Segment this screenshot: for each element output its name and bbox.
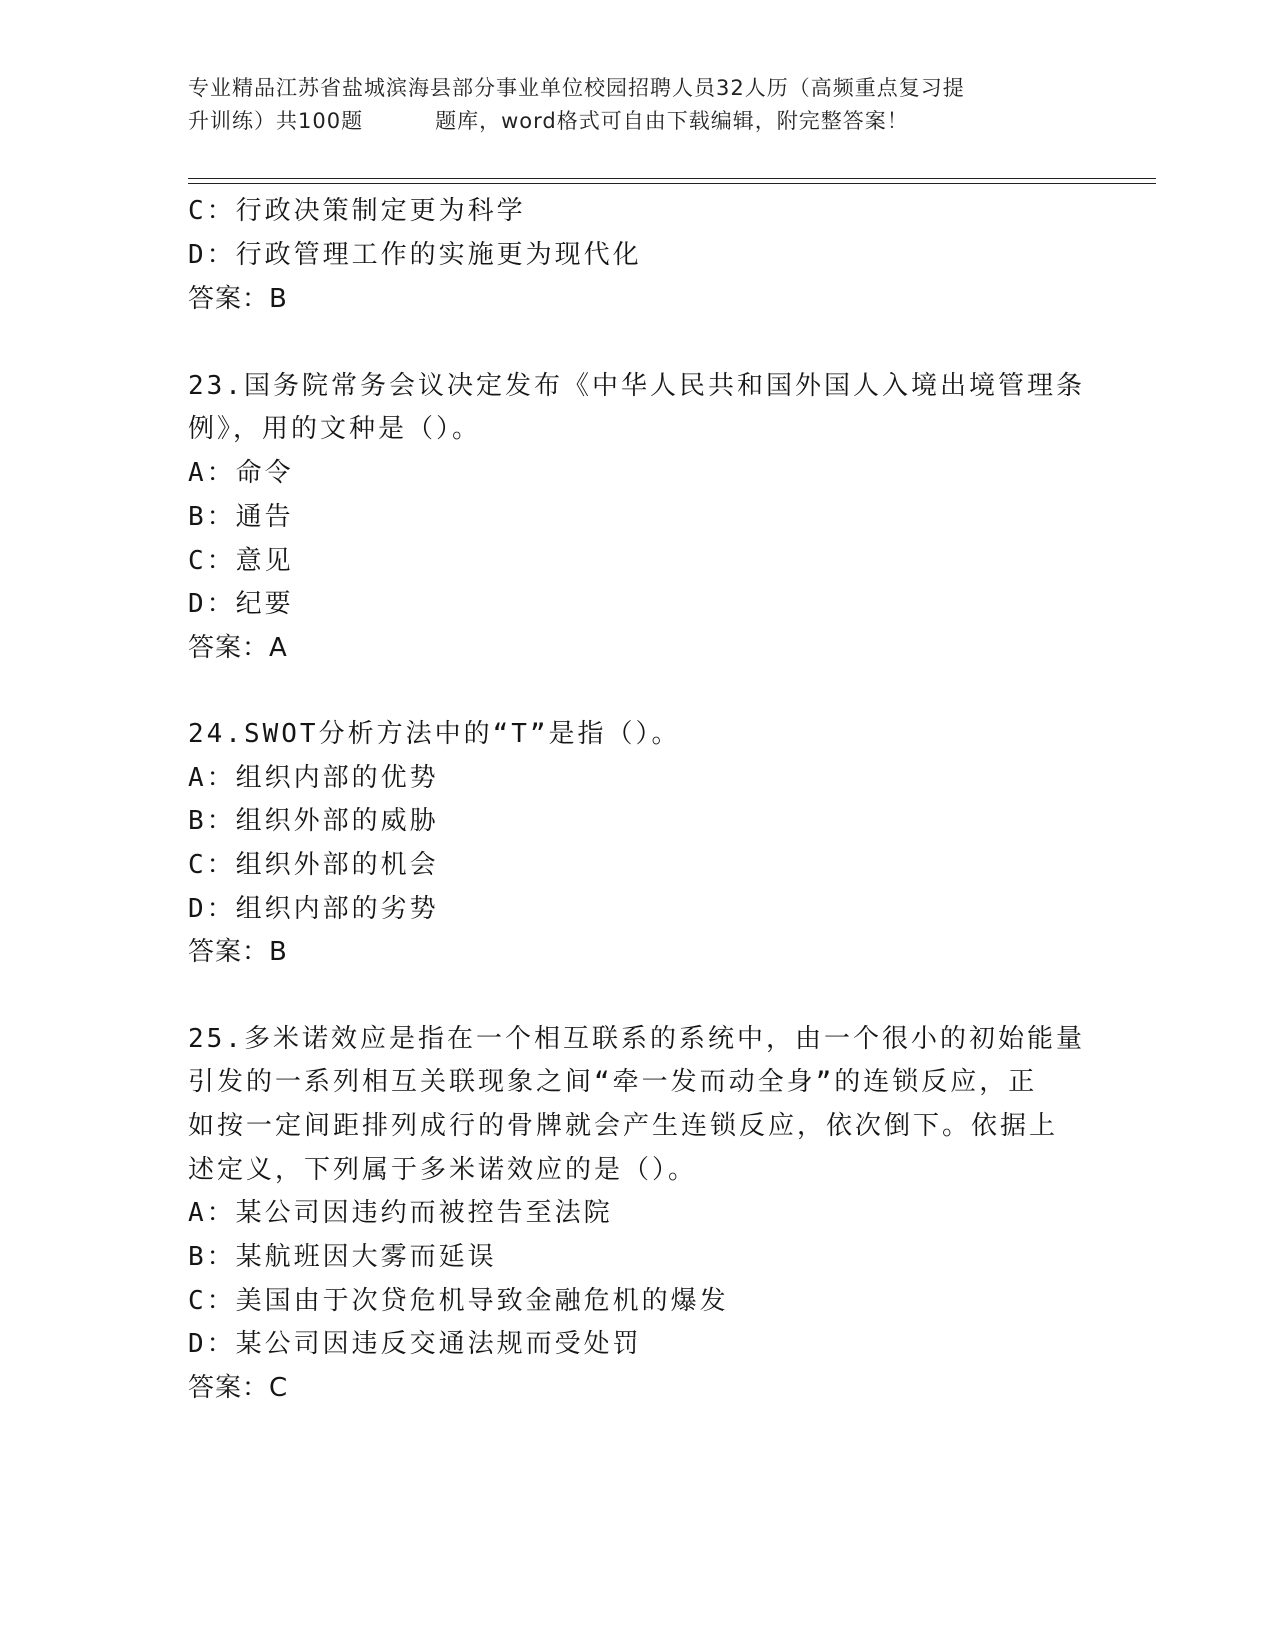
prev-answer: 答案：B: [188, 284, 288, 314]
header-divider-top: [188, 178, 1156, 179]
q24-option-a: A：组织内部的优势: [188, 763, 439, 793]
header-title-line2b: 题库，word格式可自由下载编辑，附完整答案！: [435, 109, 909, 133]
document-header: [188, 72, 1088, 138]
header-divider-bottom: [188, 183, 1156, 184]
q25-stem-line4: 述定义，下列属于多米诺效应的是（）。: [188, 1155, 698, 1185]
q25-option-d: D：某公司因违反交通法规而受处罚: [188, 1329, 642, 1359]
q23-option-d: D：纪要: [188, 589, 294, 619]
q25-stem-line1: 25.多米诺效应是指在一个相互联系的系统中，由一个很小的初始能量: [188, 1024, 1085, 1054]
q23-answer: 答案：A: [188, 633, 288, 663]
q25-answer: 答案：C: [188, 1373, 289, 1403]
q25-option-b: B：某航班因大雾而延误: [188, 1242, 497, 1272]
q23-option-b: B：通告: [188, 502, 294, 532]
q24-option-d: D：组织内部的劣势: [188, 894, 439, 924]
header-title-line2a: 升训练）共100题: [188, 109, 364, 133]
q23-stem-line1: 23.国务院常务会议决定发布《中华人民共和国外国人入境出境管理条: [188, 371, 1085, 401]
q23-option-a: A：命令: [188, 458, 294, 488]
q25-stem-line2: 引发的一系列相互关联现象之间“牵一发而动全身”的连锁反应，正: [188, 1067, 1038, 1097]
q24-answer: 答案：B: [188, 937, 288, 967]
q24-stem-line1: 24.SWOT分析方法中的“T”是指（）。: [188, 719, 681, 749]
q25-option-c: C：美国由于次贷危机导致金融危机的爆发: [188, 1286, 729, 1316]
q24-option-b: B：组织外部的威胁: [188, 806, 439, 836]
q24-option-c: C：组织外部的机会: [188, 850, 439, 880]
prev-option-d: D：行政管理工作的实施更为现代化: [188, 240, 642, 270]
header-title-line2: [188, 105, 1088, 138]
q25-option-a: A：某公司因违约而被控告至法院: [188, 1198, 613, 1228]
q23-stem-line2: 例》，用的文种是（）。: [188, 414, 482, 444]
q23-option-c: C：意见: [188, 546, 294, 576]
q25-stem-line3: 如按一定间距排列成行的骨牌就会产生连锁反应，依次倒下。依据上: [188, 1111, 1059, 1141]
header-title-line1: 专业精品江苏省盐城滨海县部分事业单位校园招聘人员32人历（高频重点复习提: [188, 76, 965, 100]
prev-option-c: C：行政决策制定更为科学: [188, 196, 526, 226]
